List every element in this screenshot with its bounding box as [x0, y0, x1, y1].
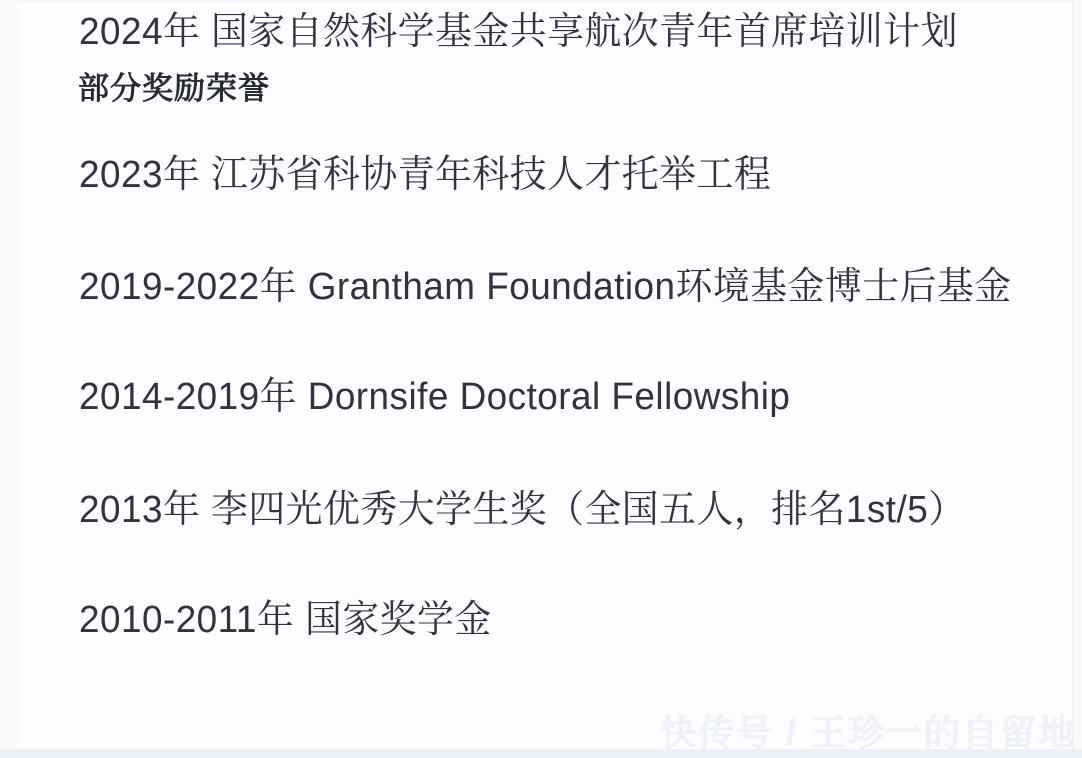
watermark-text: 快传号 / 王珍一的自留地 — [659, 712, 1076, 753]
award-item-2010-2011: 2010-2011年 国家奖学金 — [79, 599, 492, 641]
award-item-2013: 2013年 李四光优秀大学生奖（全国五人，排名1st/5） — [79, 489, 966, 531]
award-item-2024: 2024年 国家自然科学基金共享航次青年首席培训计划 — [79, 11, 958, 53]
awards-section-title: 部分奖励荣誉 — [78, 70, 270, 106]
award-item-2023: 2023年 江苏省科协青年科技人才托举工程 — [79, 154, 772, 196]
award-item-2014-2019: 2014-2019年 Dornsife Doctoral Fellowship — [79, 376, 791, 418]
award-item-2019-2022: 2019-2022年 Grantham Foundation环境基金博士后基金 — [79, 266, 1012, 308]
